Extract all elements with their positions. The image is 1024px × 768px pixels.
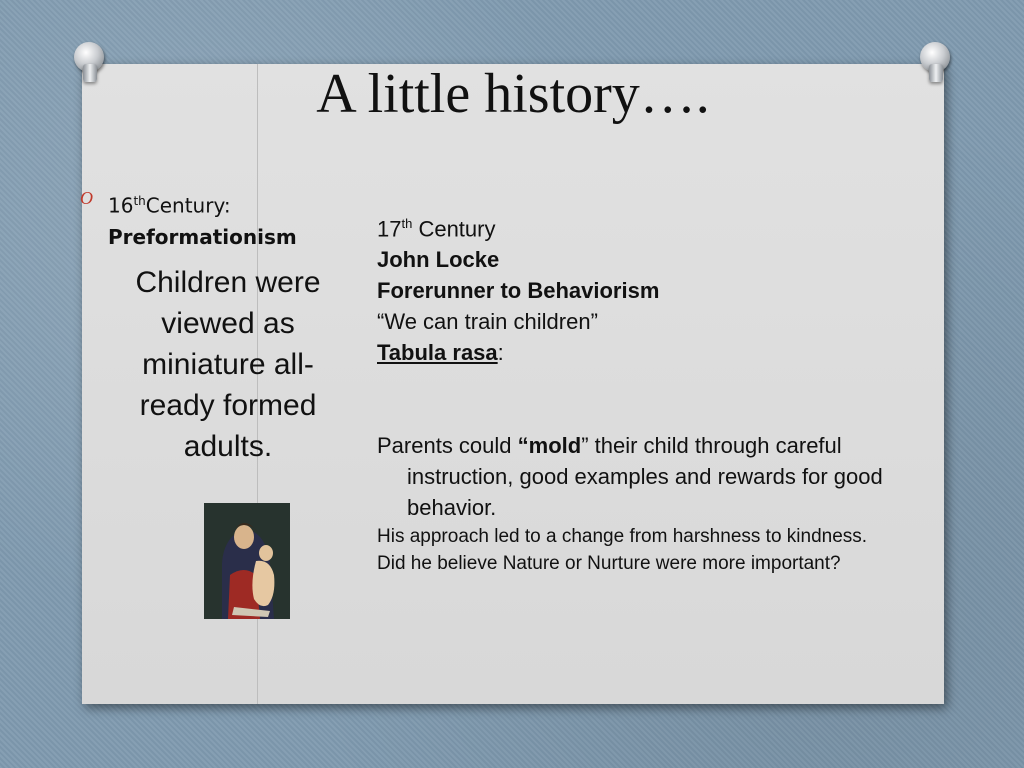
left-century-word: Century:	[145, 193, 231, 218]
person-name: John Locke	[377, 247, 500, 273]
paragraph-mold	[377, 430, 897, 523]
left-century-suffix: th	[133, 194, 146, 208]
para1-prefix: Parents could	[377, 433, 518, 459]
right-column	[377, 208, 897, 577]
person-role: Forerunner to Behaviorism	[377, 278, 660, 304]
right-century-word: Century	[412, 216, 496, 242]
term-label: Tabula rasa	[377, 340, 498, 366]
right-century-line	[377, 208, 897, 244]
term-colon: :	[497, 340, 504, 366]
quote-text: “We can train children”	[377, 309, 598, 335]
right-century-number: 17	[377, 216, 402, 242]
para1-bold: “mold	[517, 433, 582, 459]
left-century-number: 16	[108, 193, 134, 218]
left-topic: Preformationism	[108, 224, 297, 249]
paragraph-approach: His approach led to a change from harshness to kindness.	[377, 526, 868, 548]
left-heading	[108, 186, 297, 253]
para1-suffix: ” their child through careful instruction, good examples and rewards for good behavior.	[407, 433, 883, 521]
slide-title: A little history….	[316, 63, 710, 125]
term-line	[377, 337, 897, 368]
right-century-suffix: th	[401, 216, 413, 231]
left-description: Children were viewed as miniature all-ready formed adults.	[135, 266, 321, 463]
madonna-child-painting	[204, 503, 290, 619]
bullet-icon: O	[80, 188, 93, 208]
paragraph-question: Did he believe Nature or Nurture were more important?	[377, 553, 841, 575]
